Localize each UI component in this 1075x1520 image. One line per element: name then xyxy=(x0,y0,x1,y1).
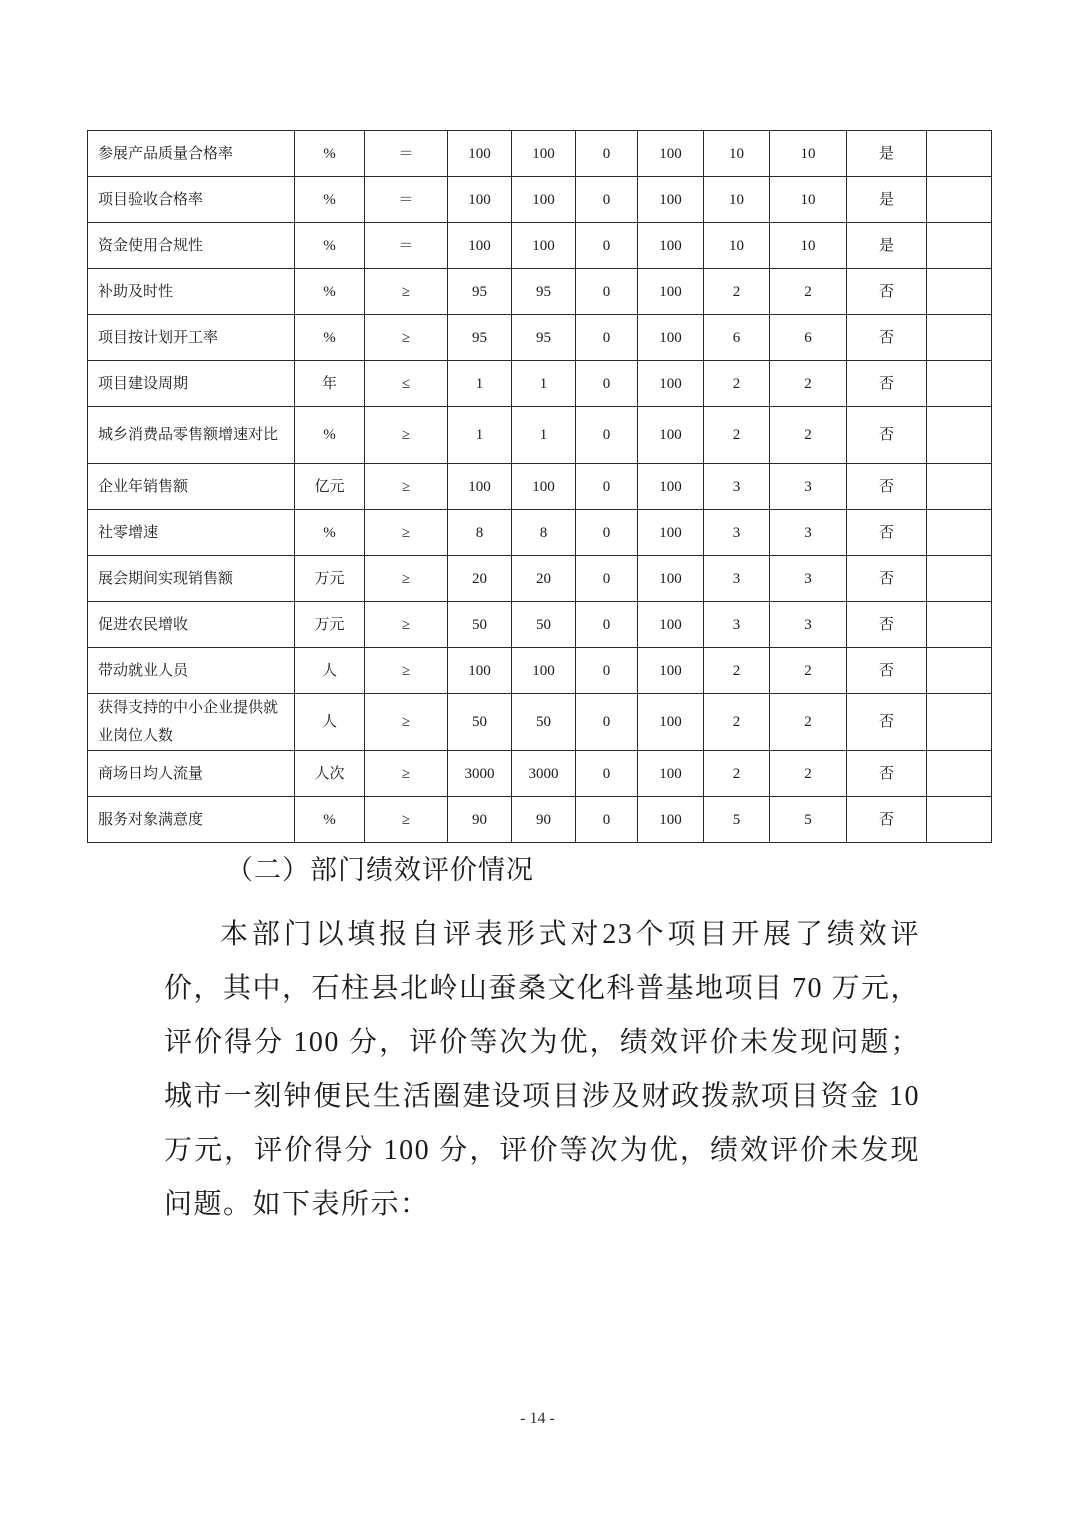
operator-cell: ＝ xyxy=(365,223,448,269)
remark-cell xyxy=(927,648,992,694)
flag-cell: 否 xyxy=(847,648,927,694)
deviation-cell: 0 xyxy=(576,694,638,751)
weight-cell: 5 xyxy=(704,797,770,843)
deviation-cell: 0 xyxy=(576,131,638,177)
weight-cell: 10 xyxy=(704,223,770,269)
operator-cell: ≥ xyxy=(365,269,448,315)
indicator-name-cell: 获得支持的中小企业提供就业岗位人数 xyxy=(88,694,295,751)
table-row xyxy=(88,797,992,843)
weight-cell: 6 xyxy=(704,315,770,361)
table-row xyxy=(88,177,992,223)
remark-cell xyxy=(927,556,992,602)
target-value-cell: 95 xyxy=(448,315,512,361)
indicator-name-cell: 社零增速 xyxy=(88,510,295,556)
score-cell: 2 xyxy=(770,648,847,694)
target-value-cell: 50 xyxy=(448,602,512,648)
completion-rate-cell: 100 xyxy=(638,361,704,407)
unit-cell: 万元 xyxy=(295,602,365,648)
score-cell: 10 xyxy=(770,223,847,269)
table-row xyxy=(88,556,992,602)
actual-value-cell: 95 xyxy=(512,269,576,315)
target-value-cell: 100 xyxy=(448,177,512,223)
completion-rate-cell: 100 xyxy=(638,464,704,510)
actual-value-cell: 100 xyxy=(512,223,576,269)
remark-cell xyxy=(927,269,992,315)
remark-cell xyxy=(927,694,992,751)
score-cell: 3 xyxy=(770,602,847,648)
operator-cell: ≥ xyxy=(365,751,448,797)
actual-value-cell: 100 xyxy=(512,131,576,177)
actual-value-cell: 95 xyxy=(512,315,576,361)
indicator-name-cell: 项目建设周期 xyxy=(88,361,295,407)
target-value-cell: 100 xyxy=(448,131,512,177)
remark-cell xyxy=(927,407,992,464)
section-paragraph: 本部门以填报自评表形式对23个项目开展了绩效评价，其中，石柱县北岭山蚕桑文化科普基地项目 70 万元，评价得分 100 分，评价等次为优，绩效评价未发现问题；城市一刻钟便民生活圈建设项目涉及财政拨款项目资金 10 万元，评价得分 100 分，评价等次为优，绩效评价未发现问题。如下表所示： xyxy=(164,919,921,1220)
deviation-cell: 0 xyxy=(576,751,638,797)
remark-cell xyxy=(927,797,992,843)
unit-cell: % xyxy=(295,407,365,464)
completion-rate-cell: 100 xyxy=(638,269,704,315)
remark-cell xyxy=(927,602,992,648)
flag-cell: 否 xyxy=(847,694,927,751)
page-number: - 14 - xyxy=(520,1410,555,1427)
unit-cell: % xyxy=(295,510,365,556)
flag-cell: 否 xyxy=(847,315,927,361)
actual-value-cell: 8 xyxy=(512,510,576,556)
target-value-cell: 8 xyxy=(448,510,512,556)
weight-cell: 3 xyxy=(704,510,770,556)
table-body xyxy=(88,131,992,843)
flag-cell: 否 xyxy=(847,510,927,556)
operator-cell: ＝ xyxy=(365,177,448,223)
flag-cell: 否 xyxy=(847,751,927,797)
target-value-cell: 100 xyxy=(448,464,512,510)
score-cell: 3 xyxy=(770,556,847,602)
score-cell: 6 xyxy=(770,315,847,361)
actual-value-cell: 1 xyxy=(512,361,576,407)
indicator-name-cell: 资金使用合规性 xyxy=(88,223,295,269)
table-row xyxy=(88,751,992,797)
operator-cell: ＝ xyxy=(365,131,448,177)
deviation-cell: 0 xyxy=(576,223,638,269)
indicator-name-cell: 企业年销售额 xyxy=(88,464,295,510)
operator-cell: ≥ xyxy=(365,602,448,648)
actual-value-cell: 100 xyxy=(512,177,576,223)
remark-cell xyxy=(927,464,992,510)
table-row xyxy=(88,407,992,464)
table-row xyxy=(88,464,992,510)
unit-cell: % xyxy=(295,315,365,361)
weight-cell: 10 xyxy=(704,177,770,223)
remark-cell xyxy=(927,177,992,223)
score-cell: 10 xyxy=(770,177,847,223)
table-row xyxy=(88,315,992,361)
weight-cell: 2 xyxy=(704,407,770,464)
weight-cell: 2 xyxy=(704,694,770,751)
deviation-cell: 0 xyxy=(576,315,638,361)
remark-cell xyxy=(927,361,992,407)
unit-cell: 年 xyxy=(295,361,365,407)
target-value-cell: 1 xyxy=(448,361,512,407)
performance-indicator-table xyxy=(87,130,992,843)
deviation-cell: 0 xyxy=(576,602,638,648)
completion-rate-cell: 100 xyxy=(638,315,704,361)
completion-rate-cell: 100 xyxy=(638,510,704,556)
remark-cell xyxy=(927,751,992,797)
deviation-cell: 0 xyxy=(576,269,638,315)
indicator-name-cell: 促进农民增收 xyxy=(88,602,295,648)
target-value-cell: 100 xyxy=(448,648,512,694)
weight-cell: 2 xyxy=(704,648,770,694)
completion-rate-cell: 100 xyxy=(638,602,704,648)
completion-rate-cell: 100 xyxy=(638,177,704,223)
indicator-name-cell: 项目验收合格率 xyxy=(88,177,295,223)
operator-cell: ≥ xyxy=(365,648,448,694)
operator-cell: ≥ xyxy=(365,464,448,510)
deviation-cell: 0 xyxy=(576,464,638,510)
completion-rate-cell: 100 xyxy=(638,751,704,797)
weight-cell: 3 xyxy=(704,556,770,602)
unit-cell: 万元 xyxy=(295,556,365,602)
completion-rate-cell: 100 xyxy=(638,694,704,751)
operator-cell: ≤ xyxy=(365,361,448,407)
score-cell: 5 xyxy=(770,797,847,843)
indicator-name-cell: 项目按计划开工率 xyxy=(88,315,295,361)
score-cell: 2 xyxy=(770,751,847,797)
unit-cell: 亿元 xyxy=(295,464,365,510)
indicator-name-cell: 商场日均人流量 xyxy=(88,751,295,797)
deviation-cell: 0 xyxy=(576,510,638,556)
actual-value-cell: 20 xyxy=(512,556,576,602)
operator-cell: ≥ xyxy=(365,556,448,602)
table-row xyxy=(88,361,992,407)
operator-cell: ≥ xyxy=(365,694,448,751)
deviation-cell: 0 xyxy=(576,407,638,464)
target-value-cell: 3000 xyxy=(448,751,512,797)
weight-cell: 10 xyxy=(704,131,770,177)
completion-rate-cell: 100 xyxy=(638,131,704,177)
target-value-cell: 100 xyxy=(448,223,512,269)
remark-cell xyxy=(927,131,992,177)
weight-cell: 3 xyxy=(704,602,770,648)
table-row xyxy=(88,223,992,269)
deviation-cell: 0 xyxy=(576,556,638,602)
indicator-name-cell: 参展产品质量合格率 xyxy=(88,131,295,177)
flag-cell: 否 xyxy=(847,464,927,510)
table-row xyxy=(88,602,992,648)
unit-cell: % xyxy=(295,223,365,269)
completion-rate-cell: 100 xyxy=(638,407,704,464)
indicator-table-container xyxy=(87,130,991,843)
unit-cell: % xyxy=(295,177,365,223)
completion-rate-cell: 100 xyxy=(638,556,704,602)
section-heading: （二）部门绩效评价情况 xyxy=(226,855,534,885)
operator-cell: ≥ xyxy=(365,315,448,361)
flag-cell: 是 xyxy=(847,177,927,223)
indicator-name-cell: 服务对象满意度 xyxy=(88,797,295,843)
completion-rate-cell: 100 xyxy=(638,648,704,694)
actual-value-cell: 50 xyxy=(512,602,576,648)
completion-rate-cell: 100 xyxy=(638,797,704,843)
unit-cell: % xyxy=(295,269,365,315)
target-value-cell: 95 xyxy=(448,269,512,315)
score-cell: 3 xyxy=(770,510,847,556)
flag-cell: 否 xyxy=(847,602,927,648)
score-cell: 3 xyxy=(770,464,847,510)
flag-cell: 否 xyxy=(847,361,927,407)
score-cell: 2 xyxy=(770,407,847,464)
remark-cell xyxy=(927,315,992,361)
completion-rate-cell: 100 xyxy=(638,223,704,269)
deviation-cell: 0 xyxy=(576,648,638,694)
flag-cell: 否 xyxy=(847,407,927,464)
remark-cell xyxy=(927,223,992,269)
flag-cell: 否 xyxy=(847,797,927,843)
weight-cell: 2 xyxy=(704,361,770,407)
flag-cell: 是 xyxy=(847,131,927,177)
actual-value-cell: 50 xyxy=(512,694,576,751)
table-row xyxy=(88,694,992,751)
actual-value-cell: 90 xyxy=(512,797,576,843)
weight-cell: 3 xyxy=(704,464,770,510)
score-cell: 10 xyxy=(770,131,847,177)
flag-cell: 否 xyxy=(847,556,927,602)
operator-cell: ≥ xyxy=(365,797,448,843)
actual-value-cell: 3000 xyxy=(512,751,576,797)
unit-cell: 人次 xyxy=(295,751,365,797)
table-row xyxy=(88,131,992,177)
unit-cell: 人 xyxy=(295,648,365,694)
unit-cell: 人 xyxy=(295,694,365,751)
table-row xyxy=(88,648,992,694)
score-cell: 2 xyxy=(770,361,847,407)
deviation-cell: 0 xyxy=(576,361,638,407)
unit-cell: % xyxy=(295,131,365,177)
actual-value-cell: 100 xyxy=(512,464,576,510)
target-value-cell: 20 xyxy=(448,556,512,602)
table-row xyxy=(88,269,992,315)
indicator-name-cell: 补助及时性 xyxy=(88,269,295,315)
actual-value-cell: 100 xyxy=(512,648,576,694)
operator-cell: ≥ xyxy=(365,510,448,556)
flag-cell: 否 xyxy=(847,269,927,315)
target-value-cell: 1 xyxy=(448,407,512,464)
indicator-name-cell: 带动就业人员 xyxy=(88,648,295,694)
target-value-cell: 50 xyxy=(448,694,512,751)
actual-value-cell: 1 xyxy=(512,407,576,464)
weight-cell: 2 xyxy=(704,269,770,315)
deviation-cell: 0 xyxy=(576,797,638,843)
remark-cell xyxy=(927,510,992,556)
operator-cell: ≥ xyxy=(365,407,448,464)
weight-cell: 2 xyxy=(704,751,770,797)
unit-cell: % xyxy=(295,797,365,843)
score-cell: 2 xyxy=(770,694,847,751)
deviation-cell: 0 xyxy=(576,177,638,223)
indicator-name-cell: 城乡消费品零售额增速对比 xyxy=(88,407,295,464)
flag-cell: 是 xyxy=(847,223,927,269)
table-row xyxy=(88,510,992,556)
target-value-cell: 90 xyxy=(448,797,512,843)
indicator-name-cell: 展会期间实现销售额 xyxy=(88,556,295,602)
score-cell: 2 xyxy=(770,269,847,315)
